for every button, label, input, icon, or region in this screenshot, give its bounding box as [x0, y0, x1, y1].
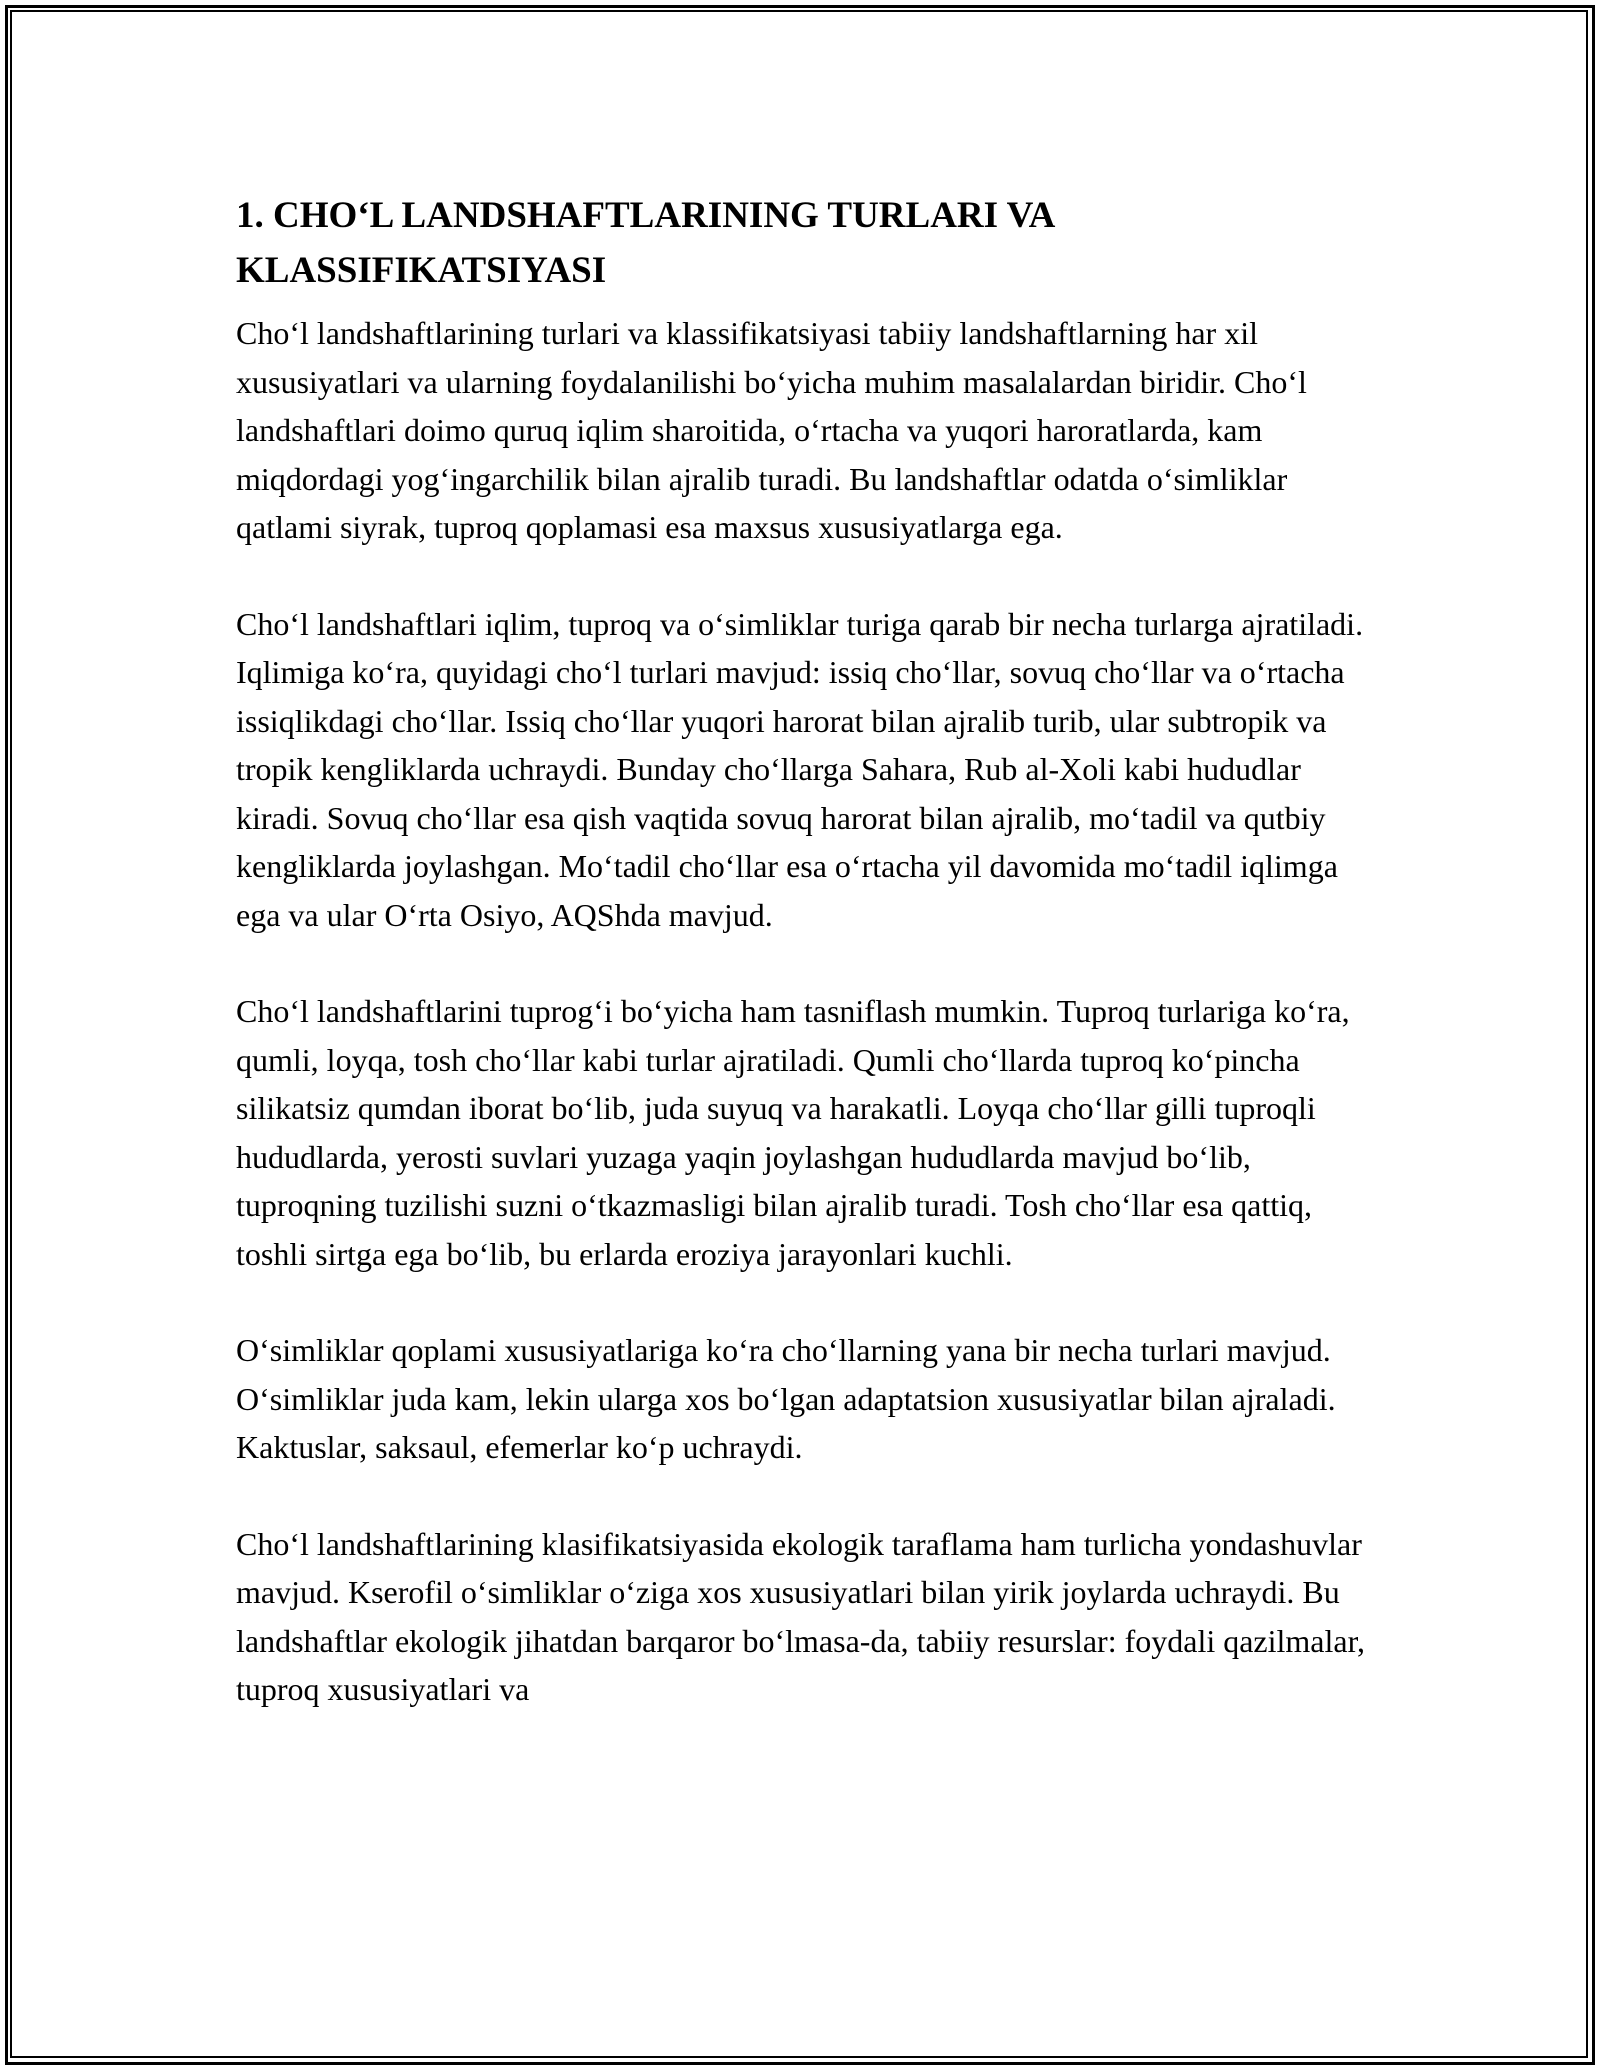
- paragraph-2: Cho‘l landshaftlari iqlim, tuproq va o‘simliklar turiga qarab bir necha turlarga ajratiladi. Iqlimiga ko‘ra, quyidagi cho‘l turlari mavjud: issiq cho‘llar, sovuq cho‘llar va o‘rtacha issiqlikdagi cho‘llar. Issiq cho‘llar yuqori harorat bilan ajralib turib, ular subtropik va tropik kengliklarda uchraydi. Bunday cho‘llarga Sahara, Rub al-Xoli kabi hududlar kiradi. Sovuq cho‘llar esa qish vaqtida sovuq harorat bilan ajralib, mo‘tadil va qutbiy kengliklarda joylashgan. Mo‘tadil cho‘llar esa o‘rtacha yil davomida mo‘tadil iqlimga ega va ular O‘rta Osiyo, AQShda mavjud.: [236, 605, 1364, 933]
- section-heading: [236, 188, 1366, 298]
- paragraph-5: Cho‘l landshaftlarining klasifikatsiyasida ekologik taraflama ham turlicha yondashuvlar mavjud. Kserofil o‘simliklar o‘ziga xos xususiyatlari bilan yirik joylarda uchraydi. Bu landshaftlar ekologik jihatdan barqaror bo‘lmasa-da, tabiiy resurslar: foydali qazilmalar, tuproq xususiyatlari va: [236, 1525, 1365, 1707]
- heading-line-1: 1. CHO‘L LANDSHAFTLARINING TURLARI VA: [236, 195, 1056, 236]
- document-body: [236, 188, 1366, 1762]
- heading-line-2: KLASSIFIKATSIYASI: [236, 250, 607, 291]
- paragraph-1: Cho‘l landshaftlarining turlari va klassifikatsiyasi tabiiy landshaftlarning har xil xususiyatlari va ularning foydalanilishi bo‘yicha muhim masalalardan biridir. Cho‘l landshaftlari doimo quruq iqlim sharoitida, o‘rtacha va yuqori haroratlarda, kam miqdordagi yog‘ingarchilik bilan ajralib turadi. Bu landshaftlar odatda o‘simliklar qatlami siyrak, tuproq qoplamasi esa maxsus xususiyatlarga ega.: [236, 315, 1307, 545]
- paragraph-3: Cho‘l landshaftlarini tuprog‘i bo‘yicha ham tasniflash mumkin. Tuproq turlariga ko‘ra, qumli, loyqa, tosh cho‘llar kabi turlar ajratiladi. Qumli cho‘llarda tuproq ko‘pincha silikatsiz qumdan iborat bo‘lib, juda suyuq va harakatli. Loyqa cho‘llar gilli tuproqli hududlarda, yerosti suvlari yuzaga yaqin joylashgan hududlarda mavjud bo‘lib, tuproqning tuzilishi suzni o‘tkazmasligi bilan ajralib turadi. Tosh cho‘llar esa qattiq, toshli sirtga ega bo‘lib, bu erlarda eroziya jarayonlari kuchli.: [236, 993, 1350, 1272]
- paragraph-4: O‘simliklar qoplami xususiyatlariga ko‘ra cho‘llarning yana bir necha turlari mavjud. O‘simliklar juda kam, lekin ularga xos bo‘lgan adaptatsion xususiyatlar bilan ajraladi. Kaktuslar, saksaul, efemerlar ko‘p uchraydi.: [236, 1332, 1336, 1465]
